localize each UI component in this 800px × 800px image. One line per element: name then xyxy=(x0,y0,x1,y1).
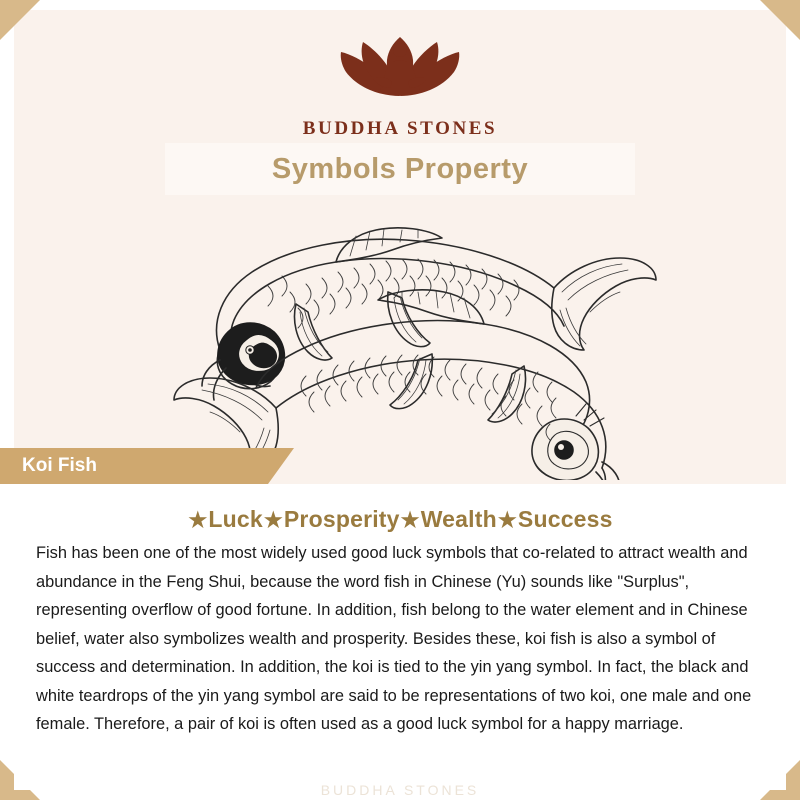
section-label: Koi Fish xyxy=(22,455,97,476)
keyword-luck: Luck xyxy=(208,506,263,532)
two-koi-fish-yin-yang-illustration xyxy=(150,200,670,480)
description-paragraph: Fish has been one of the most widely used good luck symbols that co-related to attract wealth and abundance in the Feng Shui, because the word fish in Chinese (Yu) sounds like "Surplus", representing overflow of good fortune. In addition, fish belong to the water element and in Chinese belief, water also symbolizes wealth and prosperity. Besides these, koi fish is also a symbol of success and determination. In addition, the koi is tied to the yin yang symbol. In fact, the black and white teardrops of the yin yang symbol are said to be representations of two koi, one male and one female. Therefore, a pair of koi is often used as a good luck symbol for a happy marriage. xyxy=(36,544,752,733)
keyword-list xyxy=(14,506,786,533)
star-icon: ★ xyxy=(497,509,517,532)
star-icon: ★ xyxy=(263,509,283,532)
star-icon: ★ xyxy=(400,509,420,532)
star-icon: ★ xyxy=(188,509,208,532)
frame-edge-top xyxy=(0,0,800,10)
lotus-meditation-figure-icon xyxy=(310,22,490,114)
keyword-prosperity: Prosperity xyxy=(283,506,400,532)
section-label-banner xyxy=(0,448,268,484)
page-title: Symbols Property xyxy=(271,152,529,185)
page-title-bar xyxy=(165,143,635,195)
brand-name: BUDDHA STONES xyxy=(302,118,498,139)
brand-logo xyxy=(0,22,800,140)
keyword-wealth: Wealth xyxy=(420,506,497,532)
keyword-success: Success xyxy=(517,506,613,532)
footer-watermark: BUDDHA STONES xyxy=(320,782,480,798)
section-label-banner-tail xyxy=(268,448,294,484)
content-panel xyxy=(14,484,786,790)
